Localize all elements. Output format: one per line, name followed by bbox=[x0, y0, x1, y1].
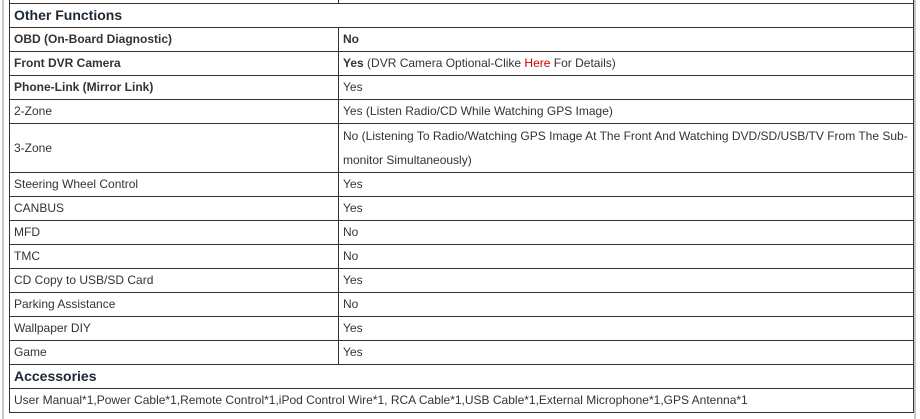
section-header-accessories: Accessories bbox=[10, 365, 914, 389]
table-row: 2-Zone Yes (Listen Radio/CD While Watching GPS Image) bbox=[10, 100, 914, 124]
table-row: Wallpaper DIY Yes bbox=[10, 317, 914, 341]
details-link[interactable]: Here bbox=[524, 56, 551, 70]
table-row: Steering Wheel Control Yes bbox=[10, 173, 914, 197]
table-row: MFD No bbox=[10, 221, 914, 245]
spec-table bbox=[9, 0, 914, 413]
table-row: CANBUS Yes bbox=[10, 197, 914, 221]
table-row: TMC No bbox=[10, 245, 914, 269]
table-row: 3-Zone No (Listening To Radio/Watching GPS Image At The Front And Watching DVD/SD/USB/TV From The Sub-monitor Simultaneously) bbox=[10, 124, 914, 173]
table-row: Parking Assistance No bbox=[10, 293, 914, 317]
accessories-row: User Manual*1,Power Cable*1,Remote Control*1,iPod Control Wire*1, RCA Cable*1,USB Cable*1,External Microphone*1,GPS Antenna*1 bbox=[10, 389, 914, 413]
table-row: Front DVR Camera Yes (DVR Camera Optional-Clike Here For Details) bbox=[10, 52, 914, 76]
table-row: OBD (On-Board Diagnostic) No bbox=[10, 28, 914, 52]
table-row: Game Yes bbox=[10, 341, 914, 365]
table-row: Phone-Link (Mirror Link) Yes bbox=[10, 76, 914, 100]
table-row: CD Copy to USB/SD Card Yes bbox=[10, 269, 914, 293]
section-header-other-functions: Other Functions bbox=[10, 4, 914, 28]
